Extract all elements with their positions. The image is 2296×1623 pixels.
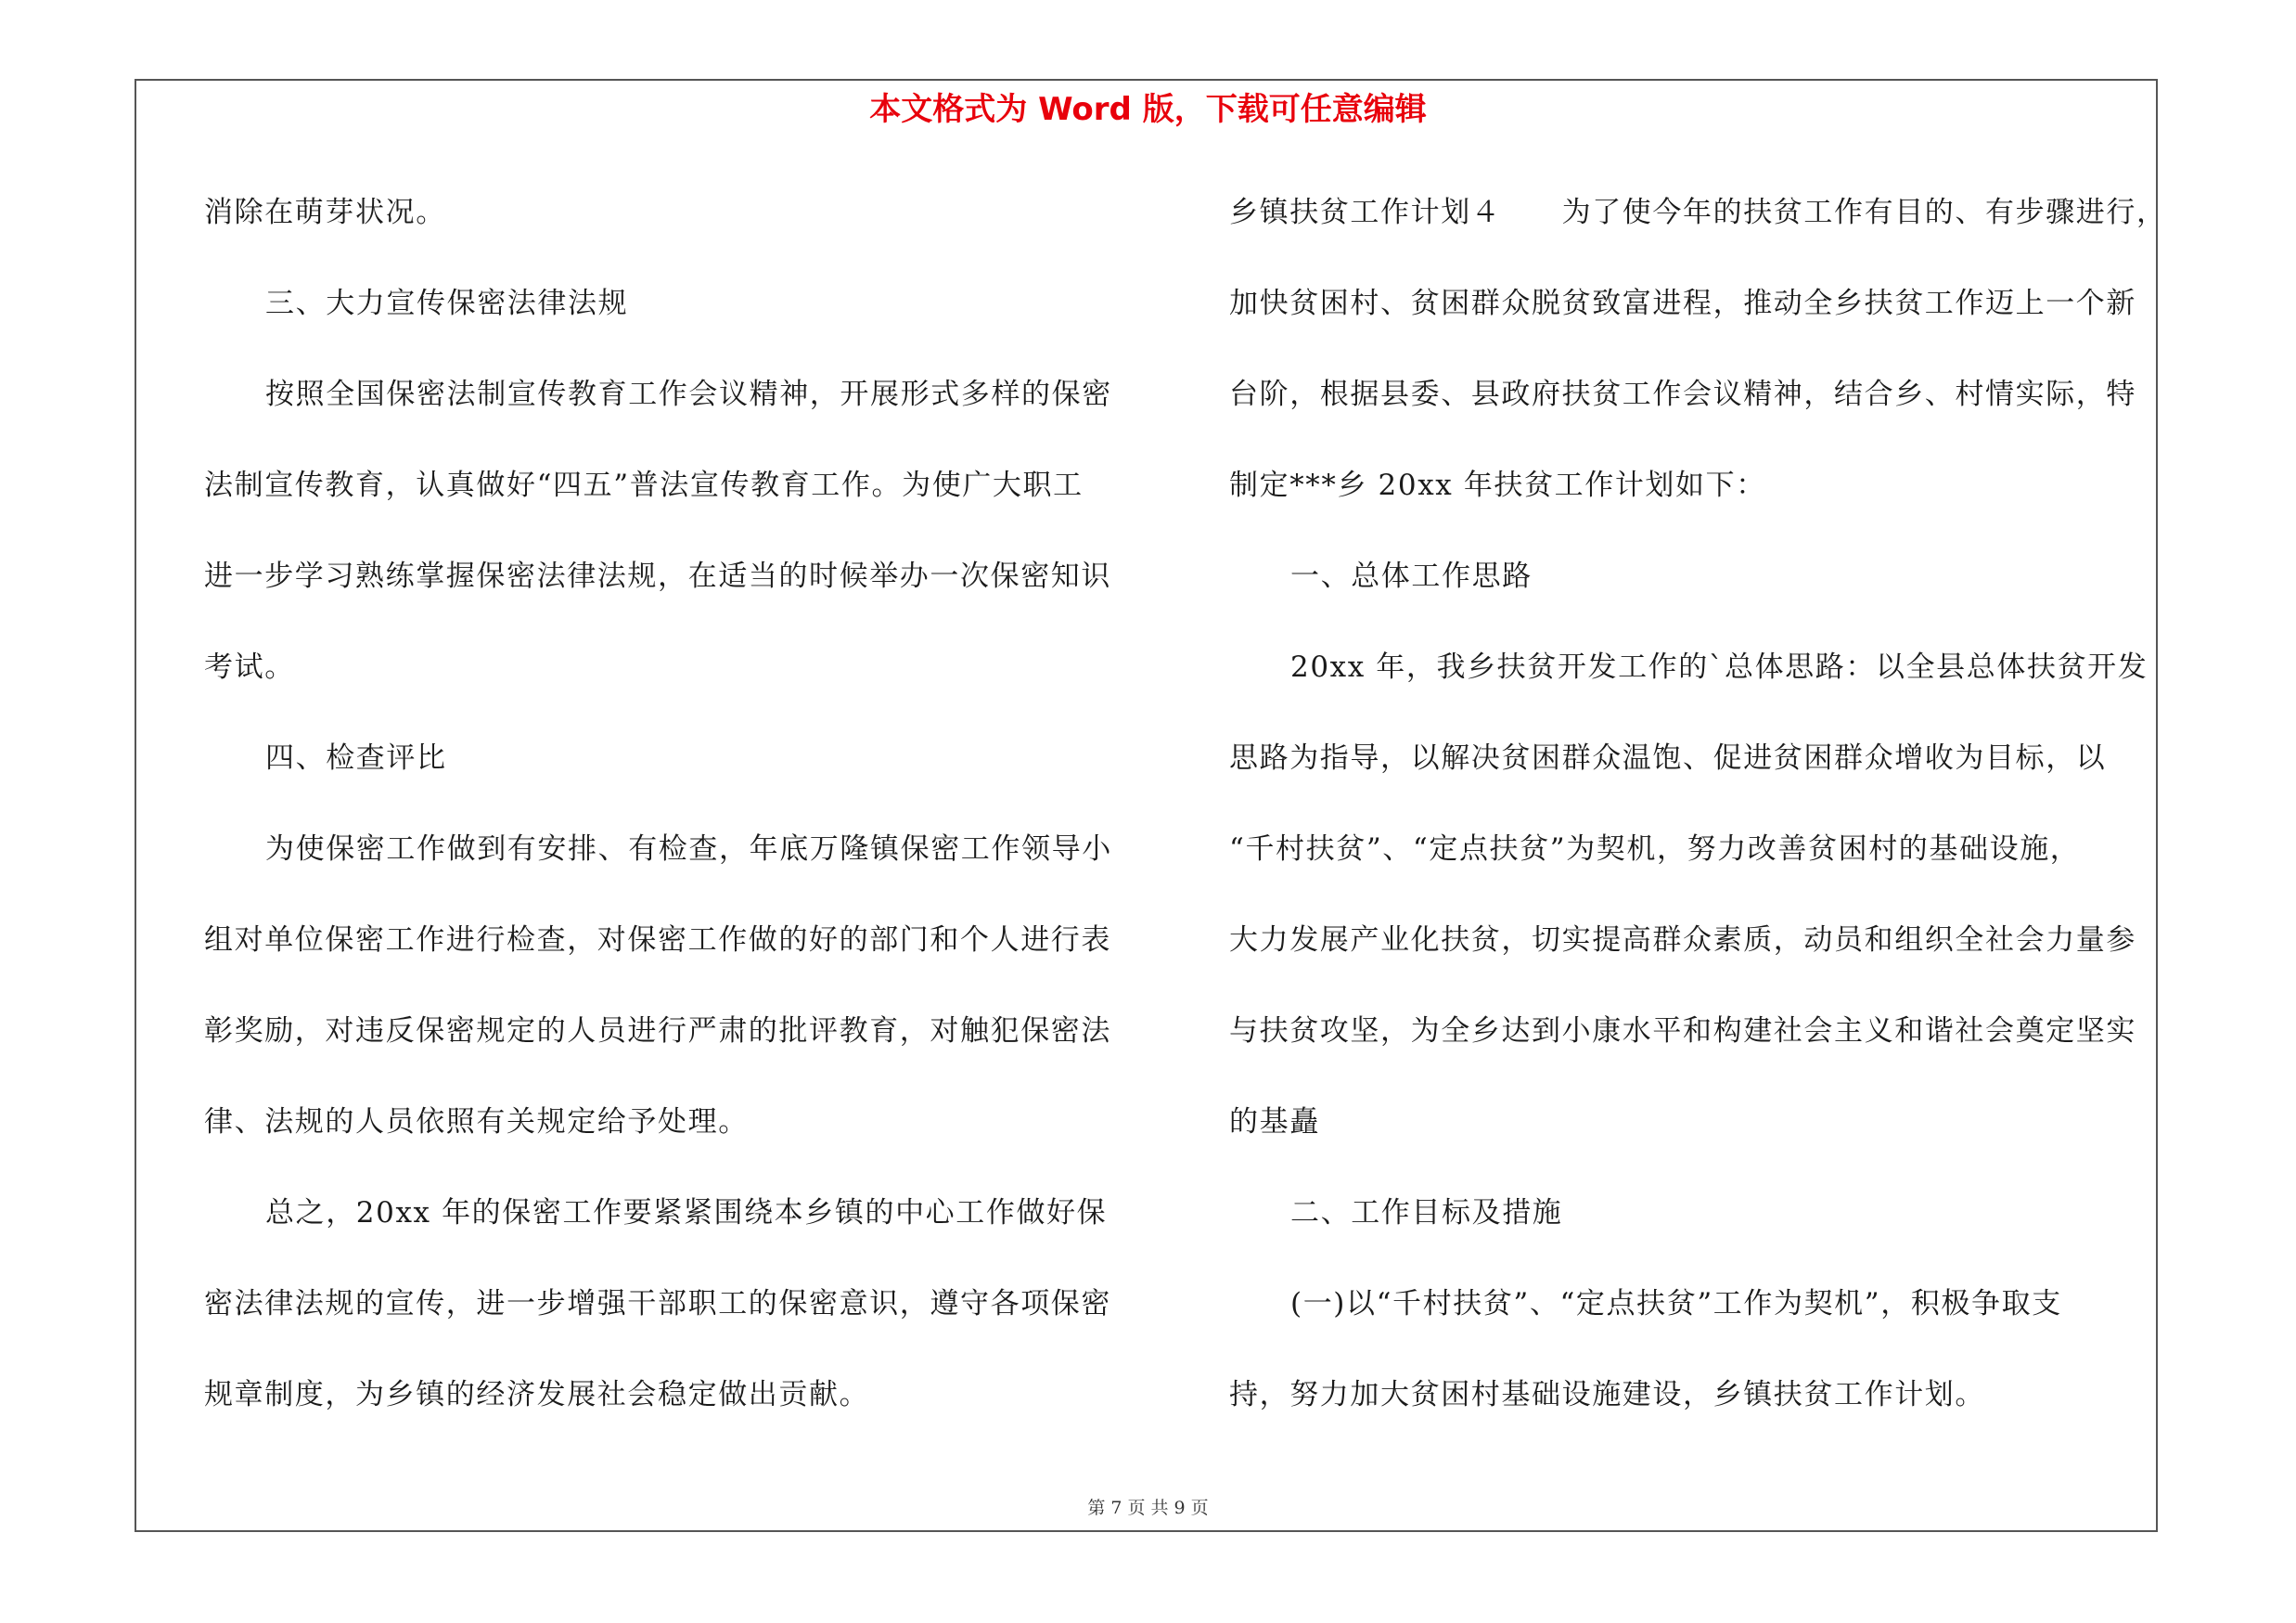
text-line: (一)以“千村扶贫”、“定点扶贫”工作为契机”，积极争取支 <box>1290 1287 2062 1320</box>
text-line: “千村扶贫”、“定点扶贫”为契机，努力改善贫困村的基础设施， <box>1229 832 2081 866</box>
page-number: 第 7 页 共 9 页 <box>1087 1498 1209 1518</box>
text-line: 消除在萌芽状况。 <box>204 196 446 229</box>
text-line: 台阶，根据县委、县政府扶贫工作会议精神，结合乡、村情实际，特 <box>1229 378 2136 411</box>
section-heading: 四、检查评比 <box>265 741 447 775</box>
text-line: 进一步学习熟练掌握保密法律法规，在适当的时候举办一次保密知识 <box>204 560 1111 593</box>
text-line: 彰奖励，对违反保密规定的人员进行严肃的批评教育，对触犯保密法 <box>204 1014 1111 1048</box>
text-line: 20xx 年，我乡扶贫开发工作的`总体思路：以全县总体扶贫开发 <box>1290 650 2148 684</box>
text-line: 律、法规的人员依照有关规定给予处理。 <box>204 1105 749 1139</box>
section-heading: 二、工作目标及措施 <box>1290 1196 1563 1230</box>
text-line: 加快贫困村、贫困群众脱贫致富进程，推动全乡扶贫工作迈上一个新 <box>1229 287 2136 320</box>
text-line: 乡镇扶贫工作计划４ 为了使今年的扶贫工作有目的、有步骤进行， <box>1229 196 2167 229</box>
text-line: 思路为指导，以解决贫困群众温饱、促进贫困群众增收为目标，以 <box>1229 741 2107 775</box>
right-text-column <box>1229 183 2167 1456</box>
text-line: 按照全国保密法制宣传教育工作会议精神，开展形式多样的保密 <box>265 378 1112 411</box>
section-heading: 三、大力宣传保密法律法规 <box>265 287 629 320</box>
text-line: 组对单位保密工作进行检查，对保密工作做的好的部门和个人进行表 <box>204 923 1111 957</box>
text-line: 与扶贫攻坚，为全乡达到小康水平和构建社会主义和谐社会奠定坚实 <box>1229 1014 2136 1048</box>
text-line: 考试。 <box>204 650 295 684</box>
text-line: 大力发展产业化扶贫，切实提高群众素质，动员和组织全社会力量参 <box>1229 923 2136 957</box>
text-line: 规章制度，为乡镇的经济发展社会稳定做出贡献。 <box>204 1378 870 1411</box>
text-line: 总之，20xx 年的保密工作要紧紧围绕本乡镇的中心工作做好保 <box>265 1196 1108 1230</box>
text-line: 密法律法规的宣传，进一步增强干部职工的保密意识，遵守各项保密 <box>204 1287 1111 1320</box>
text-line: 制定***乡 20xx 年扶贫工作计划如下： <box>1229 469 1766 502</box>
text-line: 法制宣传教育，认真做好“四五”普法宣传教育工作。为使广大职工 <box>204 469 1084 502</box>
text-line: 的基矗 <box>1229 1105 1320 1139</box>
text-line: 持，努力加大贫困村基础设施建设，乡镇扶贫工作计划。 <box>1229 1378 1985 1411</box>
format-notice-banner: 本文格式为 Word 版，下载可任意编辑 <box>869 91 1427 128</box>
text-line: 为使保密工作做到有安排、有检查，年底万隆镇保密工作领导小 <box>265 832 1112 866</box>
section-heading: 一、总体工作思路 <box>1290 560 1533 593</box>
left-text-column <box>204 183 1122 1456</box>
